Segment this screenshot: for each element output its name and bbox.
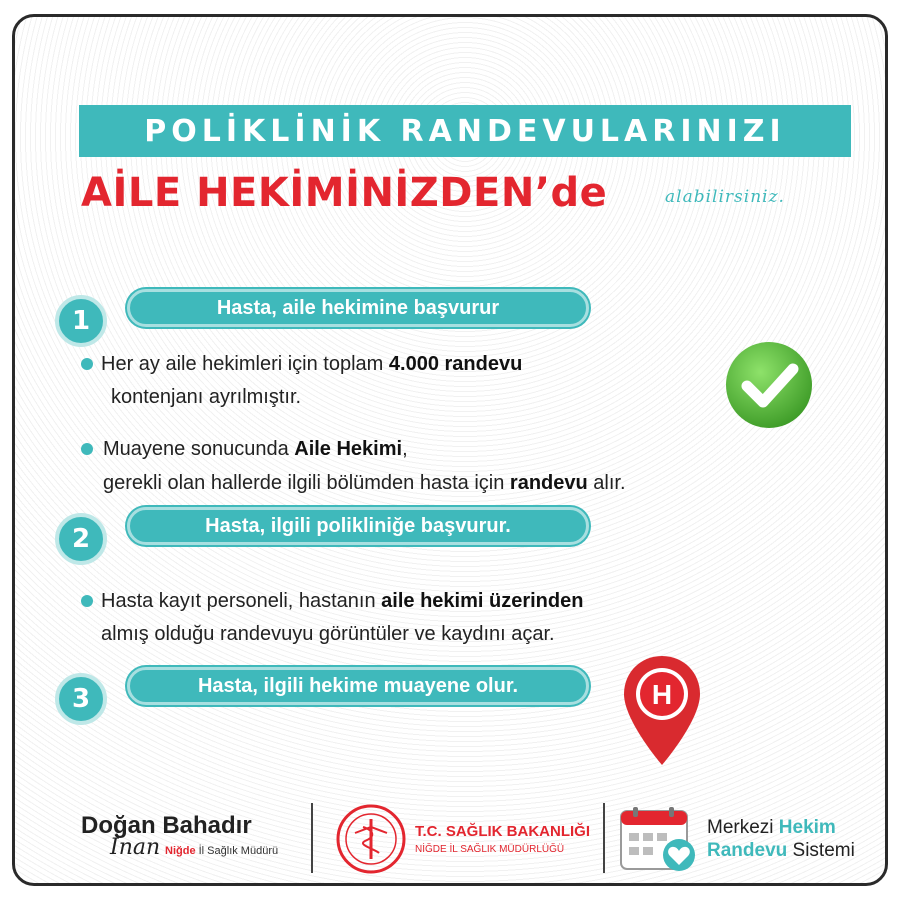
footer-divider-2 — [603, 803, 605, 873]
bullet-2-text-d: gerekli olan hallerde ilgili bölümden hasta için — [103, 472, 510, 494]
hospital-letter: H — [651, 679, 673, 710]
signature-subtitle — [165, 845, 278, 857]
bullet-3-line-2: almış olduğu randevuyu görüntüler ve kaydını açar. — [101, 623, 555, 645]
mhrs-line-1 — [707, 817, 836, 839]
bullet-2-text-a: Muayene sonucunda — [103, 438, 295, 460]
ministry-subtitle: NİĞDE İL SAĞLIK MÜDÜRLÜĞÜ — [415, 844, 565, 855]
step-2-number: 2 — [55, 513, 107, 565]
header-banner — [79, 105, 851, 157]
mhrs-text-b: Hekim — [778, 817, 836, 838]
step-2-pill: Hasta, ilgili polikliniğe başvurur. — [127, 507, 589, 545]
mhrs-text-c: Randevu — [707, 840, 788, 861]
bullet-2-text-e: randevu — [509, 472, 588, 494]
bullet-1-text-a: Her ay aile hekimleri için toplam — [101, 353, 389, 375]
bullet-1-text-b: 4.000 randevu — [388, 353, 523, 375]
bullet-2-text-b: Aile Hekimi — [294, 438, 403, 460]
step-1-pill: Hasta, aile hekimine başvurur — [127, 289, 589, 327]
bullet-2-line-1 — [103, 433, 408, 466]
mhrs-line-2 — [707, 840, 855, 862]
bullet-2-text-c: , — [402, 438, 408, 460]
bullet-3-text-b: aile hekimi üzerinden — [381, 590, 584, 612]
ministry-seal-icon — [335, 803, 407, 875]
signature-name: Doğan Bahadır — [81, 812, 252, 839]
poster-frame — [12, 14, 888, 886]
ministry-title: T.C. SAĞLIK BAKANLIĞI — [415, 823, 590, 840]
headline-script: alabilirsiniz. — [665, 187, 785, 207]
headline: AİLE HEKİMİNİZDEN’de — [81, 170, 608, 216]
bullet-3-text-a: Hasta kayıt personeli, hastanın — [101, 590, 382, 612]
signature-subtitle-city: Niğde — [165, 845, 196, 857]
check-icon — [723, 339, 815, 431]
footer-divider-1 — [311, 803, 313, 873]
bullet-3-line-1 — [101, 585, 583, 618]
header-banner-text: POLİKLİNİK RANDEVULARINIZI — [144, 113, 786, 149]
step-3-pill: Hasta, ilgili hekime muayene olur. — [127, 667, 589, 705]
step-3-number: 3 — [55, 673, 107, 725]
step-1-number: 1 — [55, 295, 107, 347]
mhrs-text-a: Merkezi — [707, 817, 779, 838]
bullet-1-line-1 — [101, 348, 522, 381]
hospital-pin-icon — [621, 653, 703, 769]
bullet-dot-1 — [81, 358, 93, 370]
bullet-dot-2 — [81, 443, 93, 455]
signature-subtitle-role: İl Sağlık Müdürü — [195, 845, 279, 857]
mhrs-text-d: Sistemi — [787, 840, 855, 861]
bullet-dot-3 — [81, 595, 93, 607]
calendar-heart-icon — [619, 807, 699, 873]
bullet-1-line-2: kontenjanı ayrılmıştır. — [111, 386, 302, 408]
bullet-2-text-f: alır. — [587, 472, 626, 494]
signature-script: İnan — [110, 835, 161, 860]
bullet-2-line-2 — [103, 467, 626, 500]
